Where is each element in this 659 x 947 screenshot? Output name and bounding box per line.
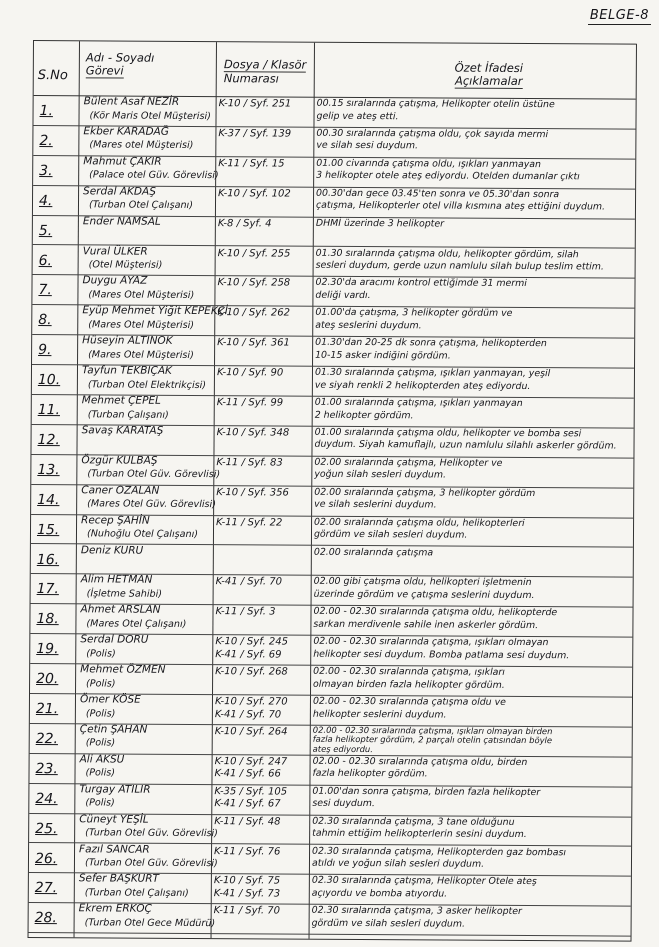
statement-cell xyxy=(316,98,634,128)
table-row xyxy=(31,484,633,519)
statement-line: 01.30 sıralarında çatışma, ışıkları yanmayan, yeşil xyxy=(314,366,551,380)
statement-line: 02.00 sıralarında çatışma, Helikopter ve xyxy=(314,456,503,469)
statement-line: 01.00'da çatışma, 3 helikopter gördüm ve xyxy=(315,307,513,320)
file-reference: K-10 / Syf. 90 xyxy=(216,367,284,379)
statement-line: 02.30 sıralarında çatışma, 3 asker helikopter xyxy=(311,905,522,918)
file-reference-cell xyxy=(216,547,326,548)
person-name: Mehmet ÖZMEN xyxy=(80,663,166,676)
person-role: (Mares Otel Çalışanı) xyxy=(86,618,187,630)
file-reference-cell xyxy=(216,577,326,590)
file-reference: K-11 / Syf. 22 xyxy=(216,516,283,529)
file-reference-cell xyxy=(216,457,326,470)
statement-line: fazla helikopter gördüm, 2 parçalı otelin çatısından böyle xyxy=(312,734,553,746)
file-reference: K-11 / Syf. 15 xyxy=(218,157,285,170)
row-number: 13. xyxy=(37,461,60,478)
file-reference-cell xyxy=(215,666,325,679)
file-reference: K-11 / Syf. 3 xyxy=(215,606,276,618)
row-number: 1. xyxy=(39,103,53,120)
file-reference: K-10 / Syf. 356 xyxy=(216,486,289,499)
statement-line: 02.30'da aracımı kontrol ettiğimde 31 mermi xyxy=(315,277,527,290)
file-reference-cell xyxy=(217,337,327,350)
file-reference: K-41 / Syf. 70 xyxy=(214,708,282,721)
statement-line: 02.00 - 02.30 sıralarında çatışma oldu, helikopterde xyxy=(313,606,558,619)
statement-line: 02.00 sıralarında çatışma xyxy=(313,546,434,558)
statement-line: tahmin ettiğim helikopterlerin sesini duydum. xyxy=(312,827,527,841)
person-name-cell xyxy=(83,215,213,229)
statement-line: gördüm ve silah sesleri duydum. xyxy=(313,528,468,541)
person-role: (Otel Müşterisi) xyxy=(88,259,163,271)
file-reference-cell xyxy=(218,188,328,201)
statement-line: ateş seslerini duydum. xyxy=(315,319,422,332)
table-row xyxy=(29,813,631,848)
row-number: 11. xyxy=(37,402,61,419)
file-reference: K-11 / Syf. 83 xyxy=(216,456,283,469)
file-reference-cell xyxy=(218,128,328,141)
person-name: Ali AKSU xyxy=(79,753,125,766)
statement-line: ateş ediyordu. xyxy=(312,743,373,754)
document-label: BELGE-8 xyxy=(589,8,649,23)
person-role: (Kör Maris Otel Müşterisi) xyxy=(89,109,211,122)
person-name-cell xyxy=(81,514,211,542)
statement-line: 01.30 sıralarında çatışma oldu, helikopter gördüm, silah xyxy=(315,247,579,260)
table-row xyxy=(31,514,633,549)
table-row xyxy=(30,693,632,728)
person-role: (Nuhoğlu Otel Çalışanı) xyxy=(86,528,199,541)
person-name-cell xyxy=(79,873,209,901)
row-number: 20. xyxy=(36,671,59,688)
file-reference-cell xyxy=(215,636,325,662)
table-row xyxy=(29,872,631,907)
row-number: 27. xyxy=(34,880,58,897)
statement-cell xyxy=(314,486,632,516)
row-number: 9. xyxy=(38,342,52,359)
table-row xyxy=(33,125,635,160)
statement-line: gelip ve ateş etti. xyxy=(316,110,399,122)
statement-cell xyxy=(312,756,630,786)
statement-line: 02.00 - 02.30 sıralarında çatışma, ışıkları xyxy=(313,665,505,678)
file-reference xyxy=(216,547,326,548)
file-reference-cell xyxy=(217,307,327,320)
statement-cell xyxy=(314,457,632,487)
table-row xyxy=(31,454,633,489)
file-reference-cell xyxy=(214,786,324,812)
row-number: 25. xyxy=(35,820,58,837)
file-reference: K-11 / Syf. 48 xyxy=(214,815,281,828)
file-reference-cell xyxy=(215,726,325,739)
person-name: Alim HETMAN xyxy=(80,573,153,587)
statement-line: gördüm ve silah sesleri duydum. xyxy=(311,917,466,930)
statement-line: 01.00'dan sonra çatışma, birden fazla helikopter xyxy=(312,785,541,798)
person-name: Duygu AYAZ xyxy=(82,274,148,288)
file-reference-cell xyxy=(218,248,328,261)
person-name-cell xyxy=(81,454,221,482)
table-row xyxy=(29,902,631,937)
table-row xyxy=(31,543,633,578)
statement-cell xyxy=(316,128,634,158)
statement-line: 02.00 - 02.30 sıralarında çatışma, ışıkları olmayan birden xyxy=(312,724,553,737)
person-name: Serdal DORU xyxy=(80,633,149,646)
row-number: 12. xyxy=(37,431,60,449)
statement-cell xyxy=(316,158,634,188)
statement-line: duydum. Siyah kamuflajlı, uzun namlulu silahlı askerler gördüm. xyxy=(314,439,617,453)
person-role: (Polis) xyxy=(86,677,116,690)
file-reference: K-10 / Syf. 245 xyxy=(215,636,289,648)
file-reference-cell xyxy=(217,367,327,380)
person-name-cell xyxy=(82,364,212,392)
statement-line: 01.00 sıralarında çatışma oldu, helikopter ve bomba sesi xyxy=(314,426,582,440)
file-reference: K-10 / Syf. 268 xyxy=(215,666,288,678)
person-role: (Turban Otel Çalışanı) xyxy=(88,199,193,212)
row-number: 14. xyxy=(37,491,60,508)
row-number: 16. xyxy=(36,551,60,568)
person-name-cell xyxy=(79,783,209,811)
statement-cell xyxy=(313,666,631,696)
person-name-cell xyxy=(79,753,209,781)
statement-line: ve silah sesi duydum. xyxy=(316,140,419,152)
file-reference: K-10 / Syf. 102 xyxy=(218,187,291,200)
statement-cell xyxy=(312,905,630,935)
file-reference-cell xyxy=(215,696,325,722)
statement-line: sesleri duydum, gerde uzun namlulu silah bulup teslim ettim. xyxy=(315,259,604,273)
row-number: 10. xyxy=(37,372,61,389)
person-role: (Polis) xyxy=(85,707,116,720)
statement-line: 01.00 sıralarında çatışma, ışıkları yanmayan xyxy=(314,396,523,409)
file-reference-cell xyxy=(214,876,324,902)
statement-line: 02.00 - 02.30 sıralarında çatışma, ışıkları olmayan xyxy=(313,635,549,649)
person-name: Caner OZALAN xyxy=(81,483,160,497)
person-name-cell xyxy=(80,604,210,632)
table-row xyxy=(32,334,634,369)
statement-line: 02.30 sıralarında çatışma, 3 tane olduğunu xyxy=(312,815,515,828)
person-name-cell xyxy=(80,633,210,661)
person-name: Savaş KARATAŞ xyxy=(81,424,164,437)
person-name: Eyüp Mehmet Yiğit KEPEKÇİ xyxy=(82,304,228,318)
statement-cell xyxy=(314,516,632,546)
statement-line: helikopter sesi duydum. Bomba patlama sesi duydum. xyxy=(313,648,570,662)
row-number: 22. xyxy=(35,730,59,748)
statement-line: 00.30'dan gece 03.45'ten sonra ve 05.30'dan sonra xyxy=(316,187,560,200)
person-name-cell xyxy=(80,663,210,691)
table-header xyxy=(34,41,636,100)
person-name-cell xyxy=(80,723,210,751)
file-reference-cell xyxy=(214,846,324,859)
file-reference-cell xyxy=(214,756,324,782)
person-role: (Polis) xyxy=(85,767,116,779)
person-role: (Turban Otel Güv. Görevlisi) xyxy=(87,468,221,481)
person-name: Ender NAMSAL xyxy=(82,214,161,228)
statement-cell xyxy=(313,636,631,666)
person-role: (Polis) xyxy=(85,737,116,749)
row-number: 2. xyxy=(39,132,53,150)
file-reference: K-10 / Syf. 361 xyxy=(217,337,290,349)
person-role: (Mares Otel Müşterisi) xyxy=(88,349,194,361)
person-role: (Mares Otel Güv. Görevlisi) xyxy=(87,498,217,511)
statement-line: üzerinde gördüm ve çatışma seslerini duydum. xyxy=(313,588,535,602)
person-name: Mahmut ÇAKIR xyxy=(83,155,162,168)
table-row xyxy=(31,424,633,459)
file-reference: K-10 / Syf. 251 xyxy=(218,98,292,110)
file-reference-cell xyxy=(216,517,326,530)
statement-line: 10-15 asker indiğini gördüm. xyxy=(315,349,451,362)
person-role: (Polis) xyxy=(85,797,115,809)
person-role: (Turban Otel Gece Müdürü) xyxy=(84,917,216,929)
person-name: Fazıl SANCAR xyxy=(79,842,150,856)
file-reference: K-10 / Syf. 258 xyxy=(217,277,291,289)
person-name: Recep ŞAHİN xyxy=(81,513,150,527)
statement-line: 02.00 sıralarında çatışma, 3 helikopter gördüm xyxy=(314,486,536,499)
person-name-cell xyxy=(83,95,213,123)
statement-line: helikopter seslerini duydum. xyxy=(312,708,447,721)
file-reference-cell xyxy=(219,98,329,111)
header-name-line1: Adı - Soyadı xyxy=(85,50,155,65)
file-reference: K-8 / Syf. 4 xyxy=(217,217,272,230)
person-name: Ömer KÖSE xyxy=(79,693,141,706)
row-number: 28. xyxy=(34,910,57,927)
statement-line: 01.00 civarında çatışma oldu, ışıkları yanmayan xyxy=(316,157,542,170)
statement-cell xyxy=(314,546,632,576)
person-name-cell xyxy=(81,544,211,558)
table-row xyxy=(32,304,634,339)
person-role: (Turban Otel Güv. Görevlisi) xyxy=(84,857,218,870)
table-row xyxy=(30,663,632,698)
table-row xyxy=(33,215,635,250)
person-name-cell xyxy=(82,334,212,362)
person-name-cell xyxy=(83,125,213,153)
file-reference: K-41 / Syf. 69 xyxy=(215,648,282,661)
statement-cell xyxy=(315,277,633,307)
person-role: (Mares Otel Müşterisi) xyxy=(88,289,195,301)
person-name: Ekrem ERKOÇ xyxy=(78,902,152,916)
person-role: (Mares otel Müşterisi) xyxy=(89,139,194,152)
statement-line: 02.00 - 02.30 sıralarında çatışma oldu ve xyxy=(312,695,506,708)
file-reference: K-10 / Syf. 247 xyxy=(214,755,288,768)
file-reference: K-10 / Syf. 255 xyxy=(217,247,291,260)
statement-line: 00.15 sıralarında çatışma, Helikopter otelin üstüne xyxy=(316,97,555,111)
row-number: 24. xyxy=(35,790,58,807)
person-name-cell xyxy=(82,394,212,422)
statement-cell xyxy=(312,875,630,905)
file-reference: K-10 / Syf. 348 xyxy=(216,427,290,439)
file-reference-cell xyxy=(214,905,324,918)
person-name-cell xyxy=(81,483,217,512)
statement-cell xyxy=(313,606,631,636)
statement-line: ve siyah renkli 2 helikopterden ateş ediyordu. xyxy=(314,379,531,392)
person-role: (Turban Otel Çalışanı) xyxy=(84,887,189,899)
person-name: Özgür KULBAŞ xyxy=(81,454,158,467)
row-number: 17. xyxy=(36,581,59,598)
file-reference: K-41 / Syf. 73 xyxy=(213,888,281,900)
header-exp-line2: Açıklamalar xyxy=(454,73,523,88)
file-reference: K-11 / Syf. 76 xyxy=(214,845,281,858)
statement-cell xyxy=(315,367,633,397)
person-role: (Turban Çalışanı) xyxy=(87,408,169,421)
statement-line: atıldı ve yoğun silah sesleri duydum. xyxy=(311,857,485,870)
statement-cell xyxy=(314,427,632,457)
table-row xyxy=(29,783,631,818)
statement-cell xyxy=(313,696,631,726)
statement-line: 2 helikopter gördüm. xyxy=(314,409,414,421)
person-name-cell xyxy=(82,275,212,303)
person-name-cell xyxy=(82,304,228,333)
statement-cell xyxy=(312,785,630,815)
person-name: Sefer BAŞKURT xyxy=(78,872,160,886)
person-name-cell xyxy=(81,574,211,602)
statement-line: 02.30 sıralarında çatışma, Helikopter Otele ateş xyxy=(311,875,537,888)
statement-line: olmayan birden fazla helikopter gördüm. xyxy=(313,678,505,691)
file-reference: K-10 / Syf. 75 xyxy=(213,875,281,887)
statement-line: 02.30 sıralarında çatışma, Helikopterden gaz bombası xyxy=(312,845,567,858)
person-name-cell xyxy=(78,902,216,931)
file-reference-cell xyxy=(217,397,327,410)
file-reference-cell xyxy=(217,278,327,291)
person-name: Vural ÜLKER xyxy=(82,244,148,258)
person-name: Hüseyin ALTINOK xyxy=(82,334,173,348)
person-name: Serdal AKDAŞ xyxy=(83,184,156,198)
file-reference-cell xyxy=(218,218,328,231)
statement-cell xyxy=(312,845,630,875)
row-number: 26. xyxy=(34,850,58,867)
table-row xyxy=(33,155,635,190)
person-name: Deniz KURU xyxy=(80,543,144,557)
person-role: (Polis) xyxy=(86,648,116,660)
row-number: 6. xyxy=(38,252,53,269)
row-number: 21. xyxy=(35,701,59,718)
statement-line: ve silah seslerini duydum. xyxy=(314,499,437,511)
person-name: Ekber KARADAĞ xyxy=(83,125,169,138)
statement-line: yoğun silah sesleri duydum. xyxy=(314,469,447,481)
statement-line: açıyordu ve bomba atıyordu. xyxy=(311,887,448,900)
table-row xyxy=(33,185,635,220)
file-reference: K-11 / Syf. 70 xyxy=(213,905,281,917)
statement-line: sesi duydum. xyxy=(312,798,375,810)
file-reference: K-10 / Syf. 264 xyxy=(214,726,288,738)
person-role: (Palace otel Güv. Görevlisi) xyxy=(89,169,219,182)
row-number: 3. xyxy=(39,162,53,179)
person-role: (İşletme Sahibi) xyxy=(86,588,163,600)
table-row xyxy=(31,573,633,608)
file-reference: K-37 / Syf. 139 xyxy=(218,128,292,140)
statement-cell xyxy=(315,397,633,427)
file-reference: K-10 / Syf. 262 xyxy=(217,307,291,319)
file-reference: K-41 / Syf. 66 xyxy=(214,768,281,780)
row-number: 18. xyxy=(36,611,59,628)
file-reference-cell xyxy=(218,158,328,171)
file-reference-cell xyxy=(216,487,326,500)
file-reference-cell xyxy=(217,427,327,440)
person-role: (Mares Otel Müşterisi) xyxy=(88,319,195,331)
row-number: 8. xyxy=(38,312,52,329)
person-name: Turgay ATILIR xyxy=(79,782,151,796)
person-name-cell xyxy=(82,424,212,438)
person-name: Mehmet ÇEPEL xyxy=(81,394,161,407)
person-name-cell xyxy=(79,812,218,841)
row-number: 19. xyxy=(36,641,59,658)
person-name-cell xyxy=(80,693,210,721)
statement-line: sarkan merdivenle sahile inen askerler gördüm. xyxy=(313,618,539,631)
row-number: 23. xyxy=(35,760,58,777)
statement-line: 00.30 sıralarında çatışma oldu, çok sayıda mermi xyxy=(316,127,549,141)
table-row xyxy=(32,394,634,429)
person-role: (Turban Otel Elektrikçisi) xyxy=(87,378,207,391)
statement-line: 02.00 gibi çatışma oldu, helikopteri işletmenin xyxy=(313,576,532,589)
person-name-cell xyxy=(79,842,218,871)
statement-line: çatışma, Helikopterler otel villa kısmına ateş ettiğini duydum. xyxy=(315,200,606,213)
statement-cell xyxy=(316,217,634,247)
person-name: Çetin ŞAHAN xyxy=(79,723,148,736)
header-dosya-line2: Numarası xyxy=(223,71,279,86)
statement-line: 01.30'dan 20-25 dk sonra çatışma, helikopterden xyxy=(315,336,547,350)
table-row xyxy=(32,364,634,399)
table-row xyxy=(29,753,631,788)
file-reference-cell xyxy=(214,816,324,829)
statement-line: 02.00 - 02.30 sıralarında çatışma oldu, birden xyxy=(312,755,528,768)
table-row xyxy=(33,95,635,130)
statement-line: 3 helikopter otele ateş ediyordu. Otelden dumanlar çıktı xyxy=(316,170,580,183)
person-name: Ahmet ARSLAN xyxy=(80,603,161,617)
statement-line: fazla helikopter gördüm. xyxy=(312,768,428,780)
table-row xyxy=(29,842,631,877)
table-row xyxy=(30,603,632,638)
header-sno: S.No xyxy=(37,68,68,84)
statement-cell xyxy=(315,337,633,367)
statement-cell xyxy=(316,247,634,277)
file-reference-cell xyxy=(215,606,325,619)
file-reference: K-35 / Syf. 105 xyxy=(214,785,288,798)
table-row xyxy=(30,723,632,758)
statement-cell xyxy=(316,187,634,217)
person-role: (Turban Otel Güv. Görevlisi) xyxy=(85,827,218,840)
statement-line: DHMİ üzerinde 3 helikopter xyxy=(315,217,445,230)
file-reference: K-41 / Syf. 70 xyxy=(215,576,283,588)
file-reference: K-10 / Syf. 270 xyxy=(214,696,288,708)
person-name: Cüneyt YEŞİL xyxy=(79,812,149,826)
row-number: 5. xyxy=(38,222,53,239)
header-dosya-line1: Dosya / Klasör xyxy=(223,57,307,72)
statement-cell xyxy=(315,307,633,337)
person-name-cell xyxy=(83,185,213,213)
person-name: Tayfun TEKBIÇAK xyxy=(81,364,172,377)
header-exp-line1: Özet İfadesi xyxy=(454,60,524,75)
statement-line: deliği vardı. xyxy=(315,289,371,302)
statement-cell xyxy=(314,576,632,606)
header-name-line2: Görevi xyxy=(85,63,124,78)
file-reference: K-41 / Syf. 67 xyxy=(214,798,281,810)
statement-cell xyxy=(313,726,631,756)
statement-line: 02.00 sıralarında çatışma oldu, helikopterleri xyxy=(314,516,525,529)
person-name-cell xyxy=(83,245,213,273)
person-name-cell xyxy=(83,155,219,183)
file-reference: K-11 / Syf. 99 xyxy=(216,397,284,409)
row-number: 4. xyxy=(38,192,53,209)
witness-table xyxy=(28,40,637,942)
row-number: 7. xyxy=(38,282,52,299)
statement-cell xyxy=(312,815,630,845)
table-row xyxy=(33,245,635,280)
person-name: Bülent Asaf NEZİR xyxy=(83,95,180,108)
row-number: 15. xyxy=(36,521,60,538)
